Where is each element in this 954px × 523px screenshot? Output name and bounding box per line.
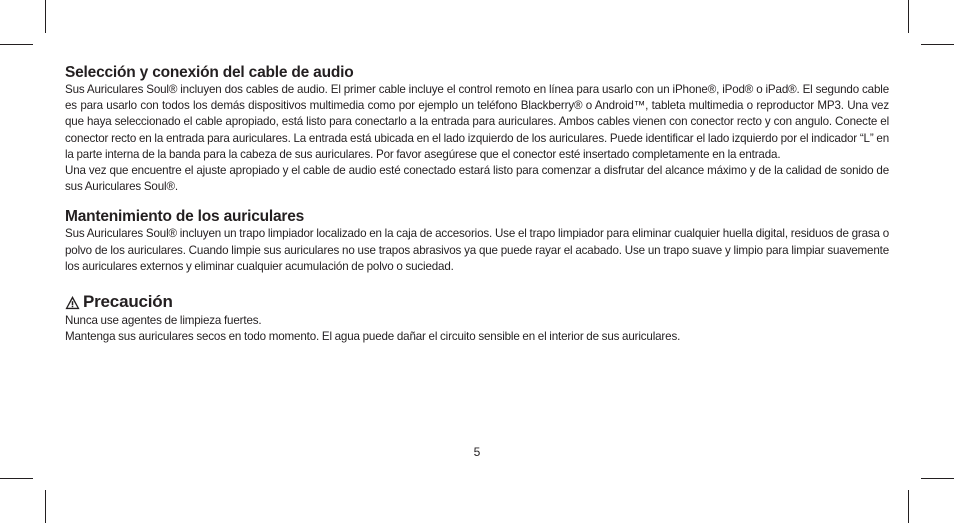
- caution-heading: [65, 291, 889, 313]
- page-content: [65, 63, 889, 345]
- paragraph-maintenance: Sus Auriculares Soul® incluyen un trapo limpiador localizado en la caja de accesorios. Use el trapo limpiador para eliminar cualquier huella digital, residuos de grasa o polvo de los auriculares. Cuando limpie sus auriculares no use trapos abrasivos ya que puede rayar el acabado. Use un trapo suave y limpio para limpiar suavemente los auriculares externos y eliminar cualquier acumulación de polvo o suciedad.: [65, 227, 889, 273]
- crop-mark-top-left-horizontal: [0, 44, 33, 45]
- crop-mark-top-left-vertical: [45, 0, 46, 33]
- crop-mark-bottom-right-horizontal: [921, 478, 954, 479]
- crop-mark-top-right-vertical: [908, 0, 909, 33]
- caution-title: Precaución: [83, 292, 173, 312]
- section-maintenance: [65, 207, 889, 275]
- caution-line-2: Mantenga sus auriculares secos en todo momento. El agua puede dañar el circuito sensible en el interior de sus auriculares.: [65, 330, 681, 344]
- crop-mark-bottom-right-vertical: [908, 490, 909, 523]
- crop-mark-bottom-left-horizontal: [0, 478, 33, 479]
- warning-icon: [65, 295, 80, 310]
- paragraph-cable-1: Sus Auriculares Soul® incluyen dos cables de audio. El primer cable incluye el control remoto en línea para usarlo con un iPhone®, iPod® o iPad®. El segundo cable es para usarlo con todos los demás dispositivos multimedia como por ejemplo un teléfono Blackberry® o Android™, tableta multimedia o reproductor MP3. Una vez que haya seleccionado el cable apropiado, está listo para conectarlo a la entrada para auriculares. Ambos cables vienen con conector recto y con angulo. Conecte el conector recto en la entrada para auriculares. La entrada está ubicada en el lado izquierdo de los auriculares. Puede identificar el lado izquierdo por el indicador “L” en la parte interna de la banda para la cabeza de sus auriculares. Por favor asegúrese que el conector esté insertado completamente en la entrada.: [65, 83, 889, 161]
- page-number: 5: [473, 445, 481, 459]
- section-title-maintenance: Mantenimiento de los auriculares: [65, 208, 305, 226]
- caution-line-1: Nunca use agentes de limpieza fuertes.: [65, 314, 262, 328]
- crop-mark-bottom-left-vertical: [45, 490, 46, 523]
- section-caution: [65, 291, 889, 345]
- paragraph-cable-2: Una vez que encuentre el ajuste apropiado y el cable de audio esté conectado estará listo para comenzar a disfrutar del alcance máximo y de la calidad de sonido de sus Auriculares Soul®.: [65, 164, 889, 194]
- section-cable-selection: [65, 63, 889, 195]
- section-title-cable: Selección y conexión del cable de audio: [65, 64, 354, 81]
- crop-mark-top-right-horizontal: [921, 44, 954, 45]
